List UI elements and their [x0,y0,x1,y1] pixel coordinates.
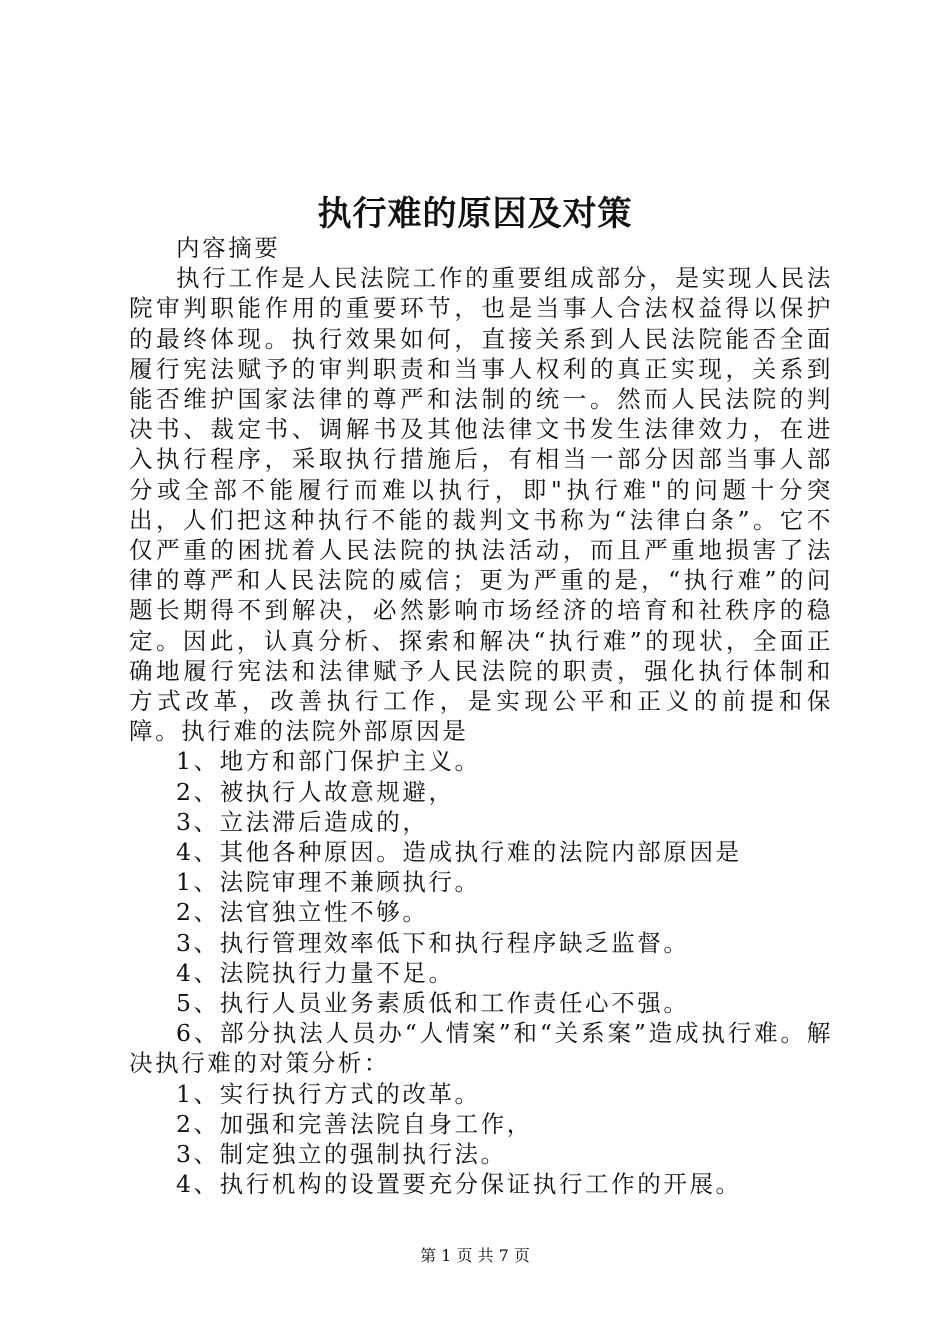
list-item: 3、制定独立的强制执行法。 [176,1140,507,1169]
list-item: 1、法院审理不兼顾执行。 [176,868,481,897]
list-item: 2、法官独立性不够。 [176,898,429,927]
abstract-heading: 内容摘要 [176,234,281,262]
list-item: 4、执行机构的设置要充分保证执行工作的开展。 [176,1170,742,1199]
document-title: 执行难的原因及对策 [317,194,633,234]
list-item: 5、执行人员业务素质低和工作责任心不强。 [176,989,690,1018]
list-item: 4、法院执行力量不足。 [176,958,455,987]
page-footer: 第 1 页 共 7 页 [420,1246,530,1265]
list-item: 1、地方和部门保护主义。 [176,747,481,776]
list-item: 2、被执行人故意规避， [176,777,455,806]
list-item: 4、其他各种原因。造成执行难的法院内部原因是 [176,838,742,867]
list-item: 3、执行管理效率低下和执行程序缺乏监督。 [176,928,690,957]
list-item: 2、加强和完善法院自身工作， [176,1109,533,1138]
list-item: 1、实行执行方式的改革。 [176,1079,481,1108]
document-body [129,233,833,1200]
list-item: 3、立法滞后造成的， [176,807,429,836]
abstract-paragraph: 执行工作是人民法院工作的重要组成部分，是实现人民法院审判职能作用的重要环节，也是当事人合法权益得以保护的最终体现。执行效果如何，直接关系到人民法院能否全面履行宪法赋予的审判职责和当事人权利的真正实现，关系到能否维护国家法律的尊严和法制的统一。然而人民法院的判决书、裁定书、调解书及其他法律文书发生法律效力，在进入执行程序，采取执行措施后，有相当一部分因部当事人部分或全部不能履行而难以执行，即"执行难"的问题十分突出，人们把这种执行不能的裁判文书称为“法律白条”。它不仅严重的困扰着人民法院的执法活动，而且严重地损害了法律的尊严和人民法院的威信；更为严重的是，“执行难”的问题长期得不到解决，必然影响市场经济的培育和社秩序的稳定。因此，认真分析、探索和解决“执行难”的现状，全面正确地履行宪法和法律赋予人民法院的职责，强化执行体制和方式改革，改善执行工作，是实现公平和正义的前提和保障。执行难的法院外部原因是 [129,264,833,746]
list-item: 6、部分执法人员办“人情案”和“关系案”造成执行难。解决执行难的对策分析： [129,1019,833,1078]
